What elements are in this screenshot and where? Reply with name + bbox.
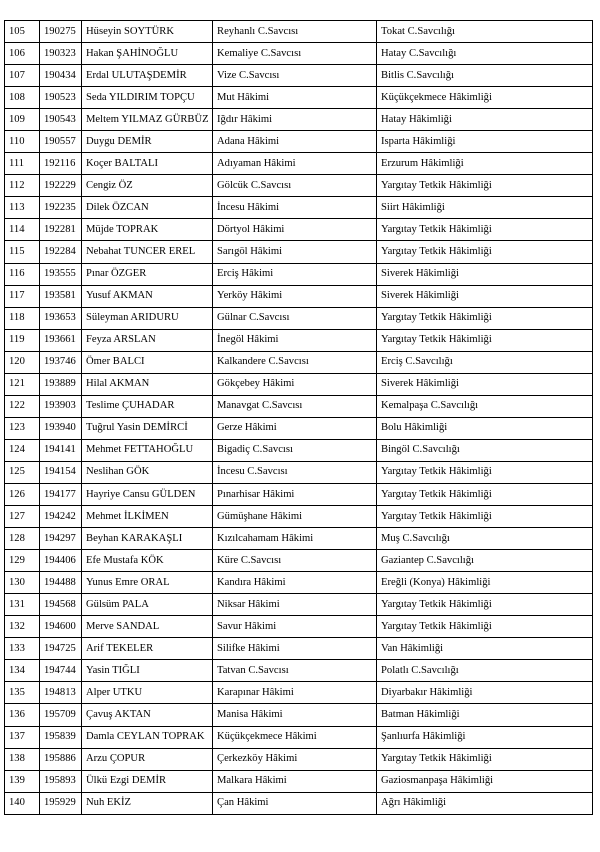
registry-number-cell: 192281 xyxy=(40,219,82,241)
person-name-cell: Yusuf AKMAN xyxy=(82,285,213,307)
current-position-cell: Sarıgöl Hâkimi xyxy=(213,241,377,263)
table-row xyxy=(5,21,593,43)
table-row xyxy=(5,506,593,528)
row-number-cell: 137 xyxy=(5,726,40,748)
new-assignment-cell: Polatlı C.Savcılığı xyxy=(377,660,593,682)
current-position-cell: Savur Hâkimi xyxy=(213,616,377,638)
person-name-cell: Feyza ARSLAN xyxy=(82,329,213,351)
table-row xyxy=(5,65,593,87)
person-name-cell: Ömer BALCI xyxy=(82,351,213,373)
row-number-cell: 106 xyxy=(5,43,40,65)
row-number-cell: 126 xyxy=(5,483,40,505)
new-assignment-cell: Şanlıurfa Hâkimliği xyxy=(377,726,593,748)
new-assignment-cell: Muş C.Savcılığı xyxy=(377,528,593,550)
person-name-cell: Müjde TOPRAK xyxy=(82,219,213,241)
person-name-cell: Dilek ÖZCAN xyxy=(82,197,213,219)
table-row xyxy=(5,175,593,197)
table-row xyxy=(5,43,593,65)
row-number-cell: 123 xyxy=(5,417,40,439)
person-name-cell: Mehmet İLKİMEN xyxy=(82,506,213,528)
table-row xyxy=(5,461,593,483)
table-row xyxy=(5,351,593,373)
current-position-cell: Gökçebey Hâkimi xyxy=(213,373,377,395)
person-name-cell: Hilal AKMAN xyxy=(82,373,213,395)
current-position-cell: Manisa Hâkimi xyxy=(213,704,377,726)
row-number-cell: 136 xyxy=(5,704,40,726)
row-number-cell: 108 xyxy=(5,87,40,109)
row-number-cell: 132 xyxy=(5,616,40,638)
person-name-cell: Koçer BALTALI xyxy=(82,153,213,175)
current-position-cell: Kandıra Hâkimi xyxy=(213,572,377,594)
registry-number-cell: 193746 xyxy=(40,351,82,373)
person-name-cell: Efe Mustafa KÖK xyxy=(82,550,213,572)
table-row xyxy=(5,285,593,307)
new-assignment-cell: Siirt Hâkimliği xyxy=(377,197,593,219)
registry-number-cell: 192116 xyxy=(40,153,82,175)
current-position-cell: Yerköy Hâkimi xyxy=(213,285,377,307)
current-position-cell: Küçükçekmece Hâkimi xyxy=(213,726,377,748)
new-assignment-cell: Isparta Hâkimliği xyxy=(377,131,593,153)
registry-number-cell: 194242 xyxy=(40,506,82,528)
person-name-cell: Süleyman ARIDURU xyxy=(82,307,213,329)
row-number-cell: 107 xyxy=(5,65,40,87)
registry-number-cell: 194141 xyxy=(40,439,82,461)
table-row xyxy=(5,373,593,395)
new-assignment-cell: Erzurum Hâkimliği xyxy=(377,153,593,175)
registry-number-cell: 193581 xyxy=(40,285,82,307)
person-name-cell: Hakan ŞAHİNOĞLU xyxy=(82,43,213,65)
new-assignment-cell: Yargıtay Tetkik Hâkimliği xyxy=(377,616,593,638)
row-number-cell: 125 xyxy=(5,461,40,483)
person-name-cell: Alper UTKU xyxy=(82,682,213,704)
current-position-cell: Gerze Hâkimi xyxy=(213,417,377,439)
appointment-table xyxy=(4,20,593,815)
new-assignment-cell: Yargıtay Tetkik Hâkimliği xyxy=(377,506,593,528)
current-position-cell: Manavgat C.Savcısı xyxy=(213,395,377,417)
current-position-cell: Gölcük C.Savcısı xyxy=(213,175,377,197)
person-name-cell: Nebahat TUNCER EREL xyxy=(82,241,213,263)
new-assignment-cell: Bingöl C.Savcılığı xyxy=(377,439,593,461)
row-number-cell: 129 xyxy=(5,550,40,572)
person-name-cell: Erdal ULUTAŞDEMİR xyxy=(82,65,213,87)
registry-number-cell: 194568 xyxy=(40,594,82,616)
current-position-cell: Pınarhisar Hâkimi xyxy=(213,483,377,505)
new-assignment-cell: Gaziosmanpaşa Hâkimliği xyxy=(377,770,593,792)
person-name-cell: Hayriye Cansu GÜLDEN xyxy=(82,483,213,505)
person-name-cell: Damla CEYLAN TOPRAK xyxy=(82,726,213,748)
row-number-cell: 130 xyxy=(5,572,40,594)
registry-number-cell: 192235 xyxy=(40,197,82,219)
person-name-cell: Arzu ÇOPUR xyxy=(82,748,213,770)
new-assignment-cell: Ereğli (Konya) Hâkimliği xyxy=(377,572,593,594)
person-name-cell: Merve SANDAL xyxy=(82,616,213,638)
registry-number-cell: 190557 xyxy=(40,131,82,153)
row-number-cell: 110 xyxy=(5,131,40,153)
person-name-cell: Hüseyin SOYTÜRK xyxy=(82,21,213,43)
row-number-cell: 127 xyxy=(5,506,40,528)
registry-number-cell: 194744 xyxy=(40,660,82,682)
registry-number-cell: 190275 xyxy=(40,21,82,43)
new-assignment-cell: Bolu Hâkimliği xyxy=(377,417,593,439)
registry-number-cell: 193940 xyxy=(40,417,82,439)
table-row xyxy=(5,263,593,285)
new-assignment-cell: Batman Hâkimliği xyxy=(377,704,593,726)
new-assignment-cell: Siverek Hâkimliği xyxy=(377,285,593,307)
person-name-cell: Yasin TIĞLI xyxy=(82,660,213,682)
person-name-cell: Nuh EKİZ xyxy=(82,792,213,814)
new-assignment-cell: Tokat C.Savcılığı xyxy=(377,21,593,43)
row-number-cell: 117 xyxy=(5,285,40,307)
registry-number-cell: 190543 xyxy=(40,109,82,131)
person-name-cell: Cengiz ÖZ xyxy=(82,175,213,197)
person-name-cell: Pınar ÖZGER xyxy=(82,263,213,285)
current-position-cell: Kemaliye C.Savcısı xyxy=(213,43,377,65)
registry-number-cell: 193661 xyxy=(40,329,82,351)
new-assignment-cell: Bitlis C.Savcılığı xyxy=(377,65,593,87)
new-assignment-cell: Van Hâkimliği xyxy=(377,638,593,660)
current-position-cell: Erciş Hâkimi xyxy=(213,263,377,285)
table-row xyxy=(5,616,593,638)
person-name-cell: Meltem YILMAZ GÜRBÜZ xyxy=(82,109,213,131)
row-number-cell: 139 xyxy=(5,770,40,792)
row-number-cell: 140 xyxy=(5,792,40,814)
current-position-cell: Adana Hâkimi xyxy=(213,131,377,153)
current-position-cell: Kızılcahamam Hâkimi xyxy=(213,528,377,550)
row-number-cell: 122 xyxy=(5,395,40,417)
registry-number-cell: 194813 xyxy=(40,682,82,704)
registry-number-cell: 193903 xyxy=(40,395,82,417)
current-position-cell: Vize C.Savcısı xyxy=(213,65,377,87)
new-assignment-cell: Yargıtay Tetkik Hâkimliği xyxy=(377,594,593,616)
row-number-cell: 133 xyxy=(5,638,40,660)
row-number-cell: 109 xyxy=(5,109,40,131)
registry-number-cell: 194297 xyxy=(40,528,82,550)
table-row xyxy=(5,682,593,704)
row-number-cell: 116 xyxy=(5,263,40,285)
registry-number-cell: 194177 xyxy=(40,483,82,505)
current-position-cell: Mut Hâkimi xyxy=(213,87,377,109)
current-position-cell: İnegöl Hâkimi xyxy=(213,329,377,351)
row-number-cell: 134 xyxy=(5,660,40,682)
current-position-cell: Çerkezköy Hâkimi xyxy=(213,748,377,770)
registry-number-cell: 193889 xyxy=(40,373,82,395)
registry-number-cell: 193555 xyxy=(40,263,82,285)
table-row xyxy=(5,770,593,792)
table-row xyxy=(5,109,593,131)
new-assignment-cell: Diyarbakır Hâkimliği xyxy=(377,682,593,704)
new-assignment-cell: Yargıtay Tetkik Hâkimliği xyxy=(377,461,593,483)
table-row xyxy=(5,528,593,550)
current-position-cell: Tatvan C.Savcısı xyxy=(213,660,377,682)
current-position-cell: Gülnar C.Savcısı xyxy=(213,307,377,329)
current-position-cell: İncesu Hâkimi xyxy=(213,197,377,219)
registry-number-cell: 194725 xyxy=(40,638,82,660)
table-body xyxy=(5,21,593,815)
current-position-cell: Karapınar Hâkimi xyxy=(213,682,377,704)
current-position-cell: Silifke Hâkimi xyxy=(213,638,377,660)
table-row xyxy=(5,792,593,814)
registry-number-cell: 192229 xyxy=(40,175,82,197)
table-row xyxy=(5,241,593,263)
current-position-cell: Kalkandere C.Savcısı xyxy=(213,351,377,373)
registry-number-cell: 190434 xyxy=(40,65,82,87)
row-number-cell: 105 xyxy=(5,21,40,43)
new-assignment-cell: Yargıtay Tetkik Hâkimliği xyxy=(377,483,593,505)
current-position-cell: Adıyaman Hâkimi xyxy=(213,153,377,175)
document-page xyxy=(4,20,593,815)
registry-number-cell: 192284 xyxy=(40,241,82,263)
row-number-cell: 131 xyxy=(5,594,40,616)
registry-number-cell: 194154 xyxy=(40,461,82,483)
new-assignment-cell: Yargıtay Tetkik Hâkimliği xyxy=(377,307,593,329)
table-row xyxy=(5,726,593,748)
table-row xyxy=(5,660,593,682)
table-row xyxy=(5,417,593,439)
row-number-cell: 124 xyxy=(5,439,40,461)
person-name-cell: Arif TEKELER xyxy=(82,638,213,660)
current-position-cell: Reyhanlı C.Savcısı xyxy=(213,21,377,43)
row-number-cell: 114 xyxy=(5,219,40,241)
person-name-cell: Seda YILDIRIM TOPÇU xyxy=(82,87,213,109)
row-number-cell: 128 xyxy=(5,528,40,550)
current-position-cell: İncesu C.Savcısı xyxy=(213,461,377,483)
table-row xyxy=(5,483,593,505)
person-name-cell: Gülsüm PALA xyxy=(82,594,213,616)
table-row xyxy=(5,395,593,417)
person-name-cell: Teslime ÇUHADAR xyxy=(82,395,213,417)
current-position-cell: Gümüşhane Hâkimi xyxy=(213,506,377,528)
row-number-cell: 118 xyxy=(5,307,40,329)
current-position-cell: Malkara Hâkimi xyxy=(213,770,377,792)
new-assignment-cell: Yargıtay Tetkik Hâkimliği xyxy=(377,748,593,770)
new-assignment-cell: Ağrı Hâkimliği xyxy=(377,792,593,814)
registry-number-cell: 194600 xyxy=(40,616,82,638)
registry-number-cell: 195893 xyxy=(40,770,82,792)
new-assignment-cell: Erciş C.Savcılığı xyxy=(377,351,593,373)
table-row xyxy=(5,131,593,153)
new-assignment-cell: Yargıtay Tetkik Hâkimliği xyxy=(377,329,593,351)
new-assignment-cell: Kemalpaşa C.Savcılığı xyxy=(377,395,593,417)
registry-number-cell: 193653 xyxy=(40,307,82,329)
person-name-cell: Beyhan KARAKAŞLI xyxy=(82,528,213,550)
new-assignment-cell: Yargıtay Tetkik Hâkimliği xyxy=(377,241,593,263)
table-row xyxy=(5,329,593,351)
registry-number-cell: 194488 xyxy=(40,572,82,594)
person-name-cell: Neslihan GÖK xyxy=(82,461,213,483)
registry-number-cell: 195886 xyxy=(40,748,82,770)
new-assignment-cell: Yargıtay Tetkik Hâkimliği xyxy=(377,219,593,241)
new-assignment-cell: Hatay C.Savcılığı xyxy=(377,43,593,65)
table-row xyxy=(5,307,593,329)
new-assignment-cell: Siverek Hâkimliği xyxy=(377,263,593,285)
registry-number-cell: 190523 xyxy=(40,87,82,109)
person-name-cell: Ülkü Ezgi DEMİR xyxy=(82,770,213,792)
current-position-cell: Küre C.Savcısı xyxy=(213,550,377,572)
table-row xyxy=(5,748,593,770)
registry-number-cell: 195839 xyxy=(40,726,82,748)
row-number-cell: 113 xyxy=(5,197,40,219)
person-name-cell: Duygu DEMİR xyxy=(82,131,213,153)
person-name-cell: Tuğrul Yasin DEMİRCİ xyxy=(82,417,213,439)
table-row xyxy=(5,704,593,726)
person-name-cell: Mehmet FETTAHOĞLU xyxy=(82,439,213,461)
row-number-cell: 121 xyxy=(5,373,40,395)
new-assignment-cell: Yargıtay Tetkik Hâkimliği xyxy=(377,175,593,197)
row-number-cell: 135 xyxy=(5,682,40,704)
person-name-cell: Yunus Emre ORAL xyxy=(82,572,213,594)
table-row xyxy=(5,87,593,109)
person-name-cell: Çavuş AKTAN xyxy=(82,704,213,726)
registry-number-cell: 195929 xyxy=(40,792,82,814)
table-row xyxy=(5,439,593,461)
table-row xyxy=(5,550,593,572)
row-number-cell: 111 xyxy=(5,153,40,175)
table-row xyxy=(5,572,593,594)
new-assignment-cell: Hatay Hâkimliği xyxy=(377,109,593,131)
row-number-cell: 115 xyxy=(5,241,40,263)
registry-number-cell: 194406 xyxy=(40,550,82,572)
registry-number-cell: 195709 xyxy=(40,704,82,726)
current-position-cell: Iğdır Hâkimi xyxy=(213,109,377,131)
new-assignment-cell: Küçükçekmece Hâkimliği xyxy=(377,87,593,109)
new-assignment-cell: Gaziantep C.Savcılığı xyxy=(377,550,593,572)
table-row xyxy=(5,153,593,175)
registry-number-cell: 190323 xyxy=(40,43,82,65)
current-position-cell: Dörtyol Hâkimi xyxy=(213,219,377,241)
row-number-cell: 138 xyxy=(5,748,40,770)
row-number-cell: 112 xyxy=(5,175,40,197)
current-position-cell: Çan Hâkimi xyxy=(213,792,377,814)
table-row xyxy=(5,594,593,616)
new-assignment-cell: Siverek Hâkimliği xyxy=(377,373,593,395)
row-number-cell: 120 xyxy=(5,351,40,373)
table-row xyxy=(5,638,593,660)
current-position-cell: Bigadiç C.Savcısı xyxy=(213,439,377,461)
current-position-cell: Niksar Hâkimi xyxy=(213,594,377,616)
table-row xyxy=(5,219,593,241)
table-row xyxy=(5,197,593,219)
row-number-cell: 119 xyxy=(5,329,40,351)
